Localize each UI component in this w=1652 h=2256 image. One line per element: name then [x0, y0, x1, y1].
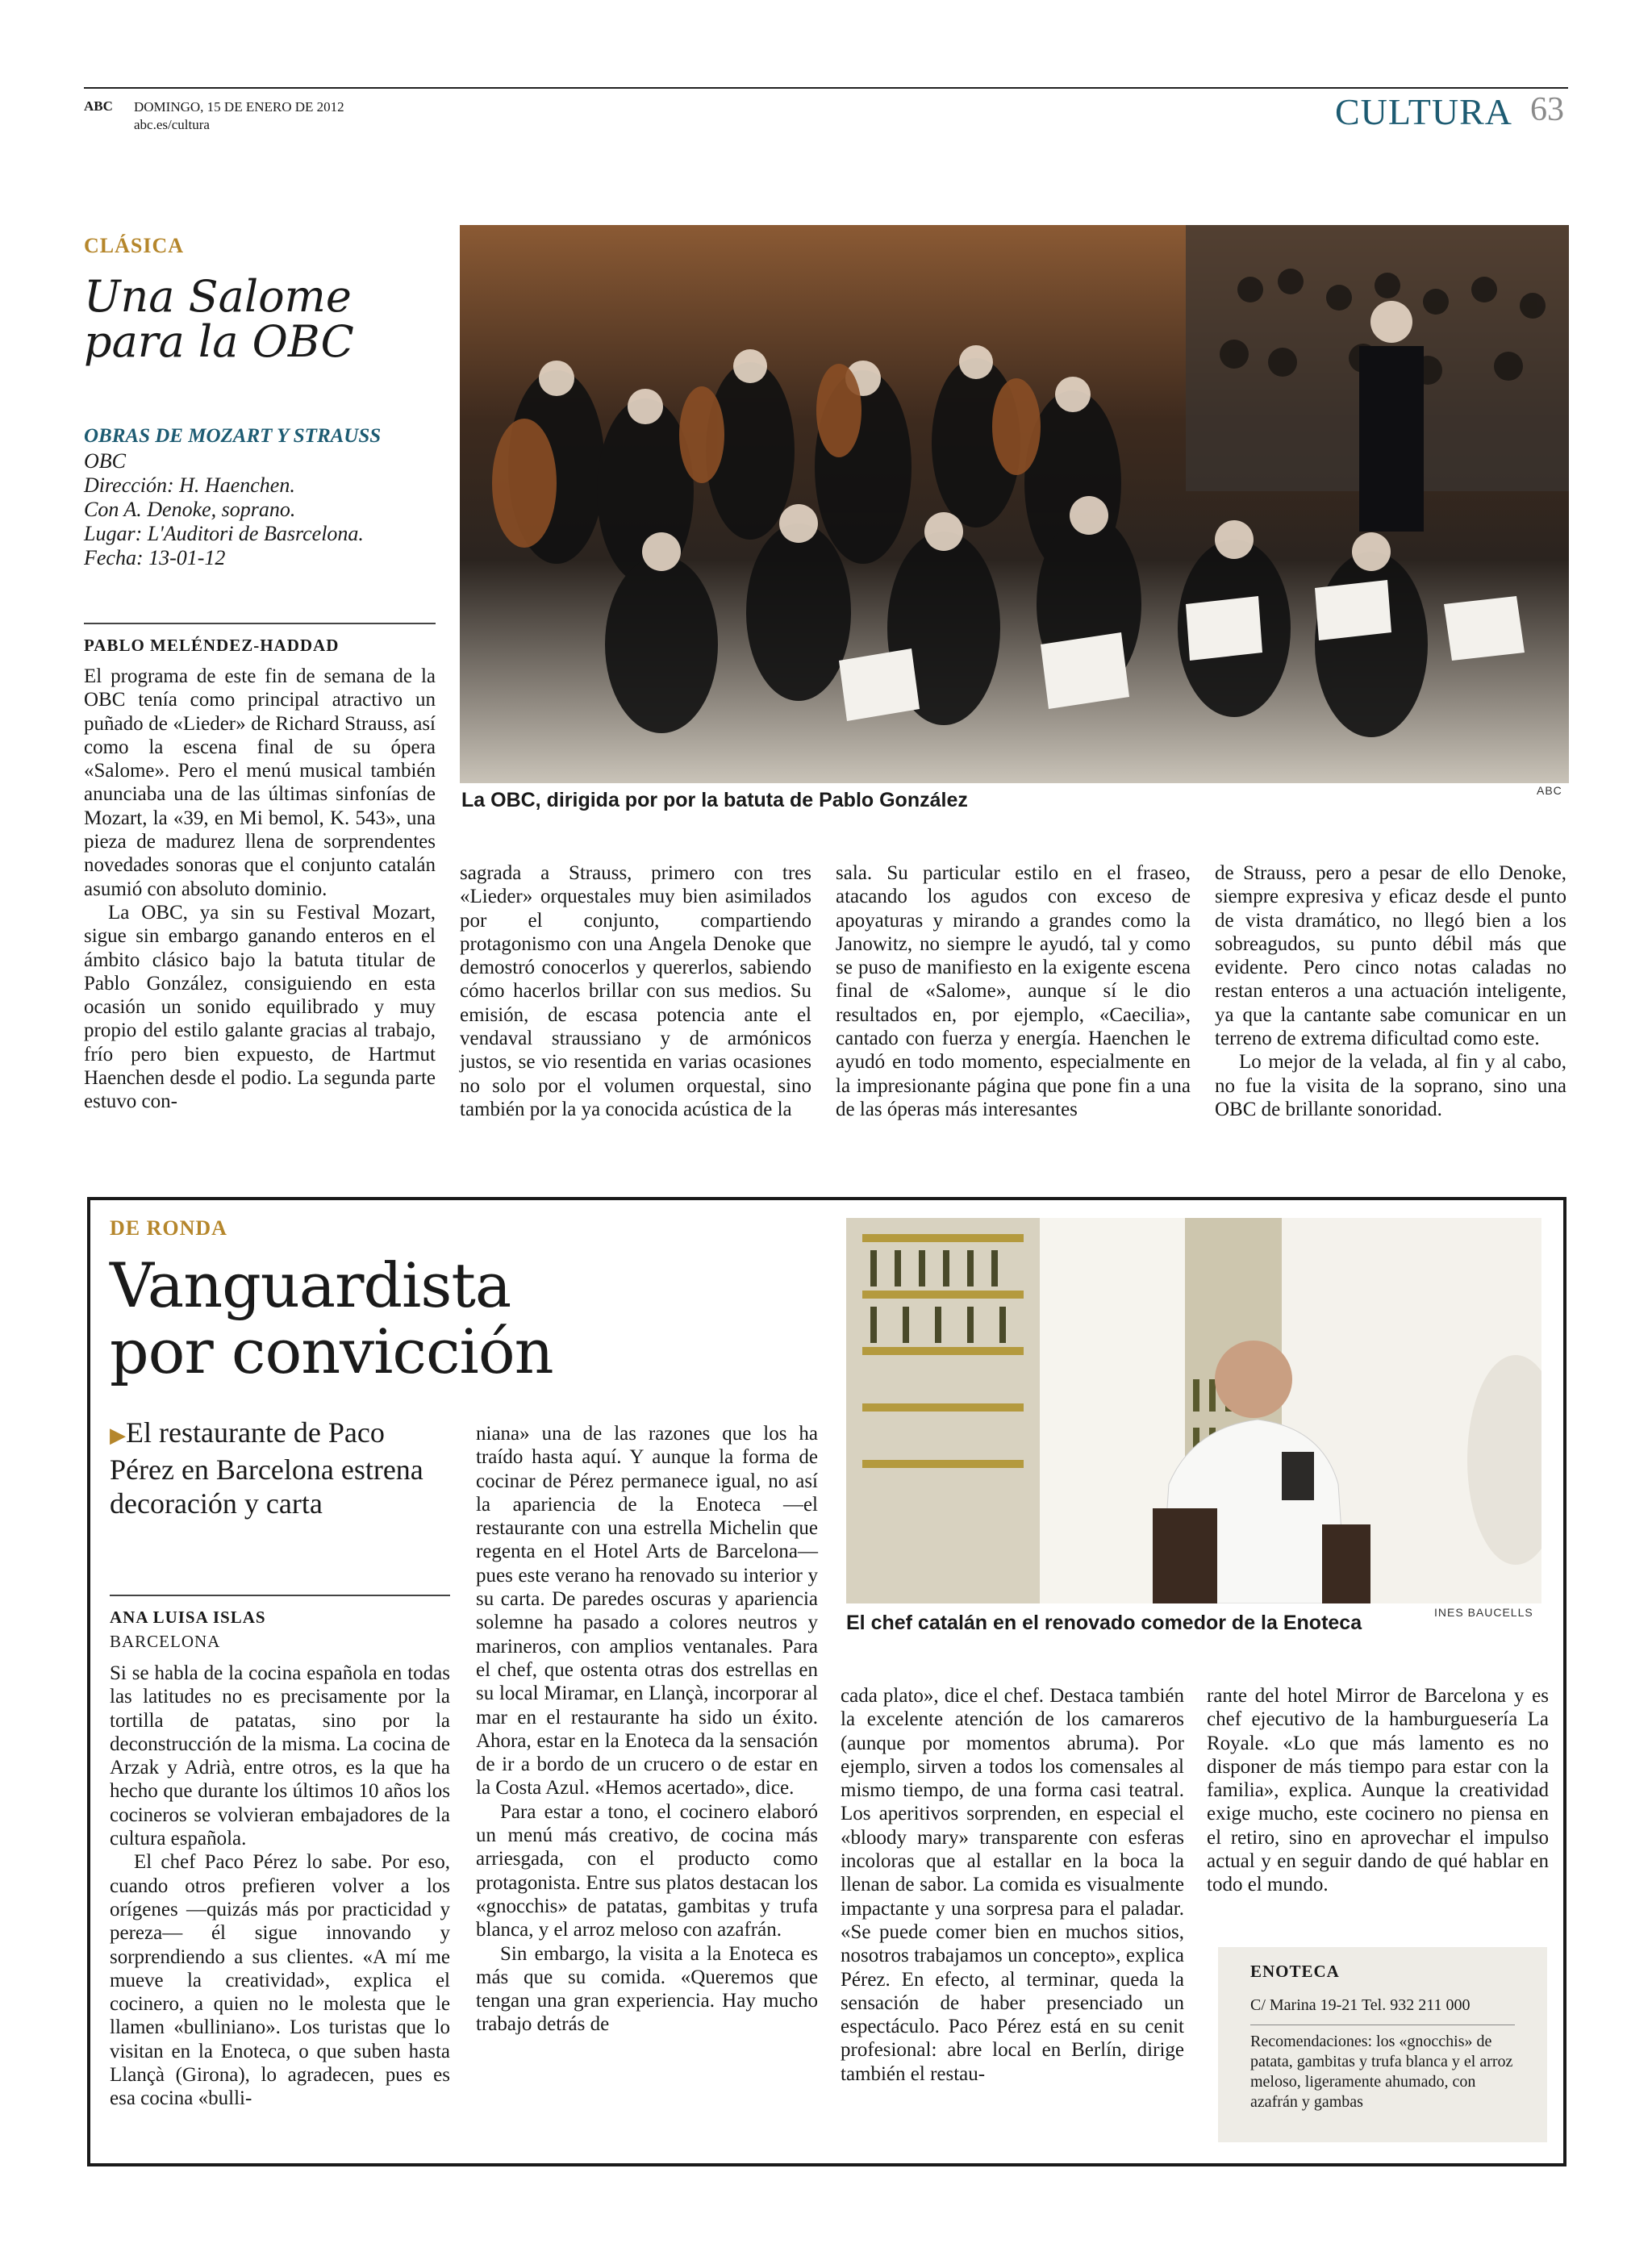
article2-column-4: [1207, 1684, 1549, 1897]
article1-title: [84, 271, 439, 367]
article1-info: [84, 449, 439, 570]
article2-city: BARCELONA: [110, 1632, 221, 1651]
article2-subtitle-text: El restaurante de Paco Pérez en Barcelona estrena decoración y carta: [110, 1416, 423, 1520]
article1-photo-caption: La OBC, dirigida por por la batuta de Pablo González: [461, 789, 968, 811]
paragraph: rante del hotel Mirror de Barcelona y es chef ejecutivo de la hamburguesería La Royale. «Lo que más lamento es no disponer de más tiempo para estar con la familia», explica. Aunque la creatividad exige mucho, este cocinero no piensa en el retiro, sino en aprovechar el impulso actual y en seguir dando de qué hablar en todo el mundo.: [1207, 1685, 1549, 1896]
article2-title-line2: por convicción: [110, 1316, 553, 1387]
article1-title-line1: Una Salome: [84, 271, 352, 322]
paragraph: El chef Paco Pérez lo sabe. Por eso, cuando otros prefieren volver a los orígenes —quizás más por practicidad y pereza— él sigue innovando y sorprendiendo a sus clientes. «A mí me mueve la creatividad», explica el cocinero, a quien no le molesta que le llamen «bulliniano». Los turistas que lo visitan en la Enoteca, o que suben hasta Llançà (Girona), lo agradecen, pues es esa cocina «bulli-: [110, 1851, 450, 2110]
paragraph: Sin embargo, la visita a la Enoteca es más que su comida. «Queremos que tengan una gran experiencia. Hay mucho trabajo detrás de: [476, 1942, 818, 2036]
article1-works: OBRAS DE MOZART Y STRAUSS: [84, 425, 382, 447]
article1-info-line: OBC: [84, 449, 126, 473]
article1-byline: PABLO MELÉNDEZ-HADDAD: [84, 636, 340, 655]
article1-info-line: Lugar: L'Auditori de Basrcelona.: [84, 522, 364, 545]
header-date: DOMINGO, 15 DE ENERO DE 2012: [134, 99, 344, 115]
article1-column-2: [460, 861, 811, 1121]
article1-info-line: Fecha: 13-01-12: [84, 546, 226, 569]
article1-kicker: CLÁSICA: [84, 234, 185, 257]
article1-column-3: [836, 861, 1191, 1121]
article1-column-4: [1215, 861, 1566, 1121]
article2-kicker: DE RONDA: [110, 1216, 227, 1240]
paragraph: Si se habla de la cocina española en todas las latitudes no es precisamente por la tortilla de patatas, sino por la deconstrucción de la misma. La cocina de Arzak y Adrià, entre otros, es la que ha hecho que durante los últimos 10 años los cocineros se volvieran embajadores de la cultura española.: [110, 1662, 450, 1850]
infobox-address: C/ Marina 19-21 Tel. 932 211 000: [1250, 1996, 1515, 2025]
paragraph: Lo mejor de la velada, al fin y al cabo, no fue la visita de la soprano, sino una OBC de brillante sonoridad.: [1215, 1051, 1566, 1120]
paragraph: Para estar a tono, el cocinero elaboró un menú más creativo, de cocina más arriesgada, con el producto como protagonista. Entre sus platos destacan los «gnocchis» de patatas, gambitas y trufa blanca, y el arroz meloso con azafrán.: [476, 1800, 818, 1941]
paragraph: sala. Su particular estilo en el fraseo, atacando los agudos con exceso de apoyaturas y mirando a grandes como la Janowitz, no siempre le ayudó, tal y como se puso de manifiesto en la exigente escena final de «Salome», aunque sí le dio resultados en, por ejemplo, «Caecilia», cantado con fuerza y energía. Haenchen le ayudó en todo momento, especialmente en la impresionante página que pone fin a una de las óperas más interesantes: [836, 862, 1191, 1120]
header-dateline: [134, 98, 344, 134]
chef-photo-illustration: [846, 1218, 1541, 1603]
paragraph: cada plato», dice el chef. Destaca también la excelente atención de los camareros (aunque por momentos abruma). Por ejemplo, sirven a todos los comensales al mismo tiempo, de una forma casi teatral. Los aperitivos sorprenden, en especial el «bloody mary» transparente con esferas incoloras que al estallar en la boca la llenan de sabor. La comida es visualmente impactante y una sorpresa para el paladar. «Se puede comer bien en muchos sitios, nosotros trabajamos un concepto», explica Pérez. En efecto, al terminar, queda la sensación de haber presenciado un espectáculo. Paco Pérez está en su cenit profesional: abre local en Berlín, dirige también el restau-: [841, 1685, 1184, 2085]
article1-byline-rule: [84, 623, 436, 624]
header-paper-name: ABC: [84, 98, 113, 114]
article1-info-line: Dirección: H. Haenchen.: [84, 473, 295, 497]
article2-photo-credit: INES BAUCELLS: [1434, 1606, 1533, 1619]
infobox-title: ENOTECA: [1250, 1962, 1340, 1981]
article2-title: [110, 1249, 707, 1387]
infobox-recommendations: Recomendaciones: los «gnocchis» de patata, gambitas y trufa blanca y el arroz meloso, ligeramente ahumado, con azafrán y gambas: [1250, 2033, 1513, 2111]
restaurant-infobox: [1218, 1947, 1547, 2142]
orchestra-photo: [460, 225, 1569, 783]
chef-photo: [846, 1218, 1541, 1603]
article2-photo-caption: El chef catalán en el renovado comedor de la Enoteca: [846, 1612, 1362, 1634]
header-url[interactable]: abc.es/cultura: [134, 117, 210, 132]
header-rule: [84, 87, 1568, 89]
article2-byline-rule: [110, 1595, 450, 1596]
page-number: 63: [1530, 91, 1564, 128]
section-name: CULTURA: [1335, 91, 1512, 132]
article1-column-1: [84, 665, 436, 1114]
article2-title-line1: Vanguardista: [110, 1249, 511, 1321]
article2-subtitle: [110, 1416, 448, 1520]
arrow-icon: ▶: [110, 1424, 126, 1447]
orchestra-photo-illustration: [460, 225, 1569, 783]
article2-column-1: [110, 1662, 450, 2111]
paragraph: La OBC, ya sin su Festival Mozart, sigue sin embargo ganando enteros en el ámbito clásico bajo la batuta titular de Pablo González, consiguiendo en esta ocasión un sonido equilibrado y muy propio del estilo galante gracias al trabajo, frío pero bien expuesto, de Hartmut Haenchen desde el podio. La segunda parte estuvo con-: [84, 901, 436, 1113]
paragraph: de Strauss, pero a pesar de ello Denoke, siempre expresiva y eficaz desde el punto de vista dramático, no llegó bien a los sobreagudos, su punto débil más que evidente. Pero cinco notas caladas no restan enteros a una actuación inteligente, ya que la cantante sabe comunicar en un terreno de extrema dificultad como este.: [1215, 862, 1566, 1050]
paragraph: niana» una de las razones que los ha traído hasta aquí. Y aunque la forma de cocinar de Pérez permanece igual, no así la apariencia de la Enoteca —el restaurante con una estrella Michelin que regenta en el Hotel Arts de Barcelona— pues este verano ha renovado su interior y su carta. De paredes oscuras y apariencia solemne ha pasado a colores neutros y marineros, con amplios ventanales. Para el chef, que ostenta otras dos estrellas en su local Miramar, en Llançà, incorporar al mar en el restaurante ha sido un éxito. Ahora, estar en la Enoteca da la sensación de ir a bordo de un crucero o de estar en la Costa Azul. «Hemos acertado», dice.: [476, 1423, 818, 1799]
paragraph: sagrada a Strauss, primero con tres «Lieder» orquestales muy bien asimilados por el conjunto, compartiendo protagonismo con una Angela Denoke que demostró conocerlos y quererlos, sabiendo cómo hacerlos brillar con sus medios. Su emisión, de escasa potencia ante el vendaval straussiano y de armónicos justos, se vio resentida en varias ocasiones no solo por el volumen orquestal, sino también por la ya conocida acústica de la: [460, 862, 811, 1120]
article1-info-line: Con A. Denoke, soprano.: [84, 498, 296, 521]
article2-byline: ANA LUISA ISLAS: [110, 1608, 266, 1627]
article2-column-2: [476, 1422, 818, 2037]
paragraph: El programa de este fin de semana de la OBC tenía como principal atractivo un puñado de «Lieder» de Richard Strauss, así como la escena final de su ópera «Salome». Pero el menú musical también anunciaba una de las últimas sinfonías de Mozart, la «39, en Mi bemol, K. 543», una pieza de madurez llena de sorprendentes novedades sonoras que el conjunto catalán asumió con absoluto dominio.: [84, 665, 436, 900]
article1-title-line2: para la OBC: [84, 316, 354, 367]
article2-column-3: [841, 1684, 1184, 2086]
article1-photo-credit: ABC: [1537, 784, 1562, 797]
